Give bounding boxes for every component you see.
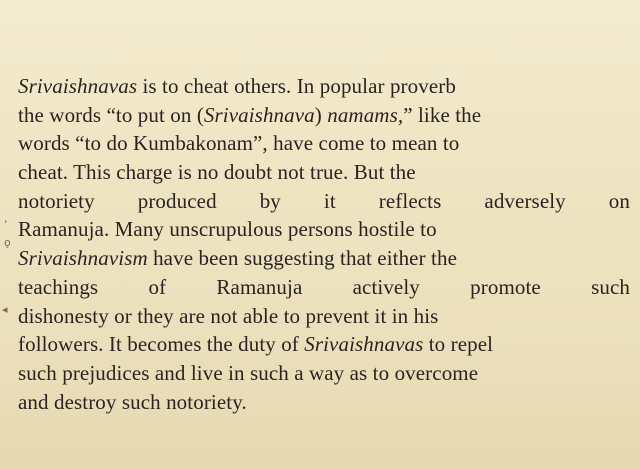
word: on: [608, 188, 630, 213]
word: notoriety: [18, 188, 95, 213]
text-run: Ramanuja. Many unscrupulous persons hostile to: [18, 217, 437, 242]
word: of: [148, 274, 167, 299]
text-run: dishonesty or they are not able to prevent it in his: [18, 303, 439, 328]
text-run: words “to do Kumbakonam”, have come to mean to: [18, 131, 460, 156]
text-line: [18, 388, 638, 417]
text-run: is to cheat others. In popular proverb: [137, 74, 456, 98]
word: adversely: [484, 188, 566, 213]
word: by: [259, 188, 281, 213]
italic-term: Srivaishnavas: [18, 74, 138, 98]
word: it: [323, 188, 336, 213]
body-paragraph: [18, 72, 638, 416]
text-run: ): [314, 102, 328, 127]
text-line: [18, 330, 638, 359]
italic-term: Srivaishnavas: [304, 332, 424, 357]
italic-term: namams,: [327, 102, 404, 127]
text-run: to repel: [423, 332, 494, 357]
text-run: such prejudices and live in such a way as to overcome: [18, 360, 479, 385]
text-line: [18, 244, 638, 273]
margin-mark: ◂: [2, 303, 8, 316]
text-run: followers. It becomes the duty of: [18, 332, 305, 357]
text-line: [18, 273, 630, 302]
text-run: the words “to put on (: [18, 102, 204, 127]
text-run: have been suggesting that either the: [147, 246, 458, 271]
text-run: and destroy such notoriety.: [18, 389, 247, 414]
word: reflects: [378, 188, 442, 213]
word: produced: [137, 188, 217, 213]
text-line: [18, 158, 638, 187]
word: actively: [352, 274, 420, 299]
word: promote: [470, 274, 541, 299]
margin-mark: ,: [4, 212, 8, 225]
word: Ramanuja: [216, 274, 303, 299]
italic-term: Srivaishnavism: [18, 246, 148, 271]
text-run: cheat. This charge is no doubt not true. But the: [18, 160, 416, 185]
italic-term: Srivaishnava: [203, 102, 315, 127]
margin-mark: ǫ: [4, 236, 11, 249]
text-run: ” like the: [403, 102, 482, 127]
word: teachings: [18, 274, 99, 299]
text-line: [18, 187, 630, 216]
text-line: [18, 302, 638, 331]
text-line: [18, 359, 638, 388]
text-line: [18, 215, 638, 244]
text-line: [18, 129, 638, 158]
text-line: [18, 72, 638, 101]
text-line: [18, 101, 638, 130]
word: such: [591, 274, 630, 299]
